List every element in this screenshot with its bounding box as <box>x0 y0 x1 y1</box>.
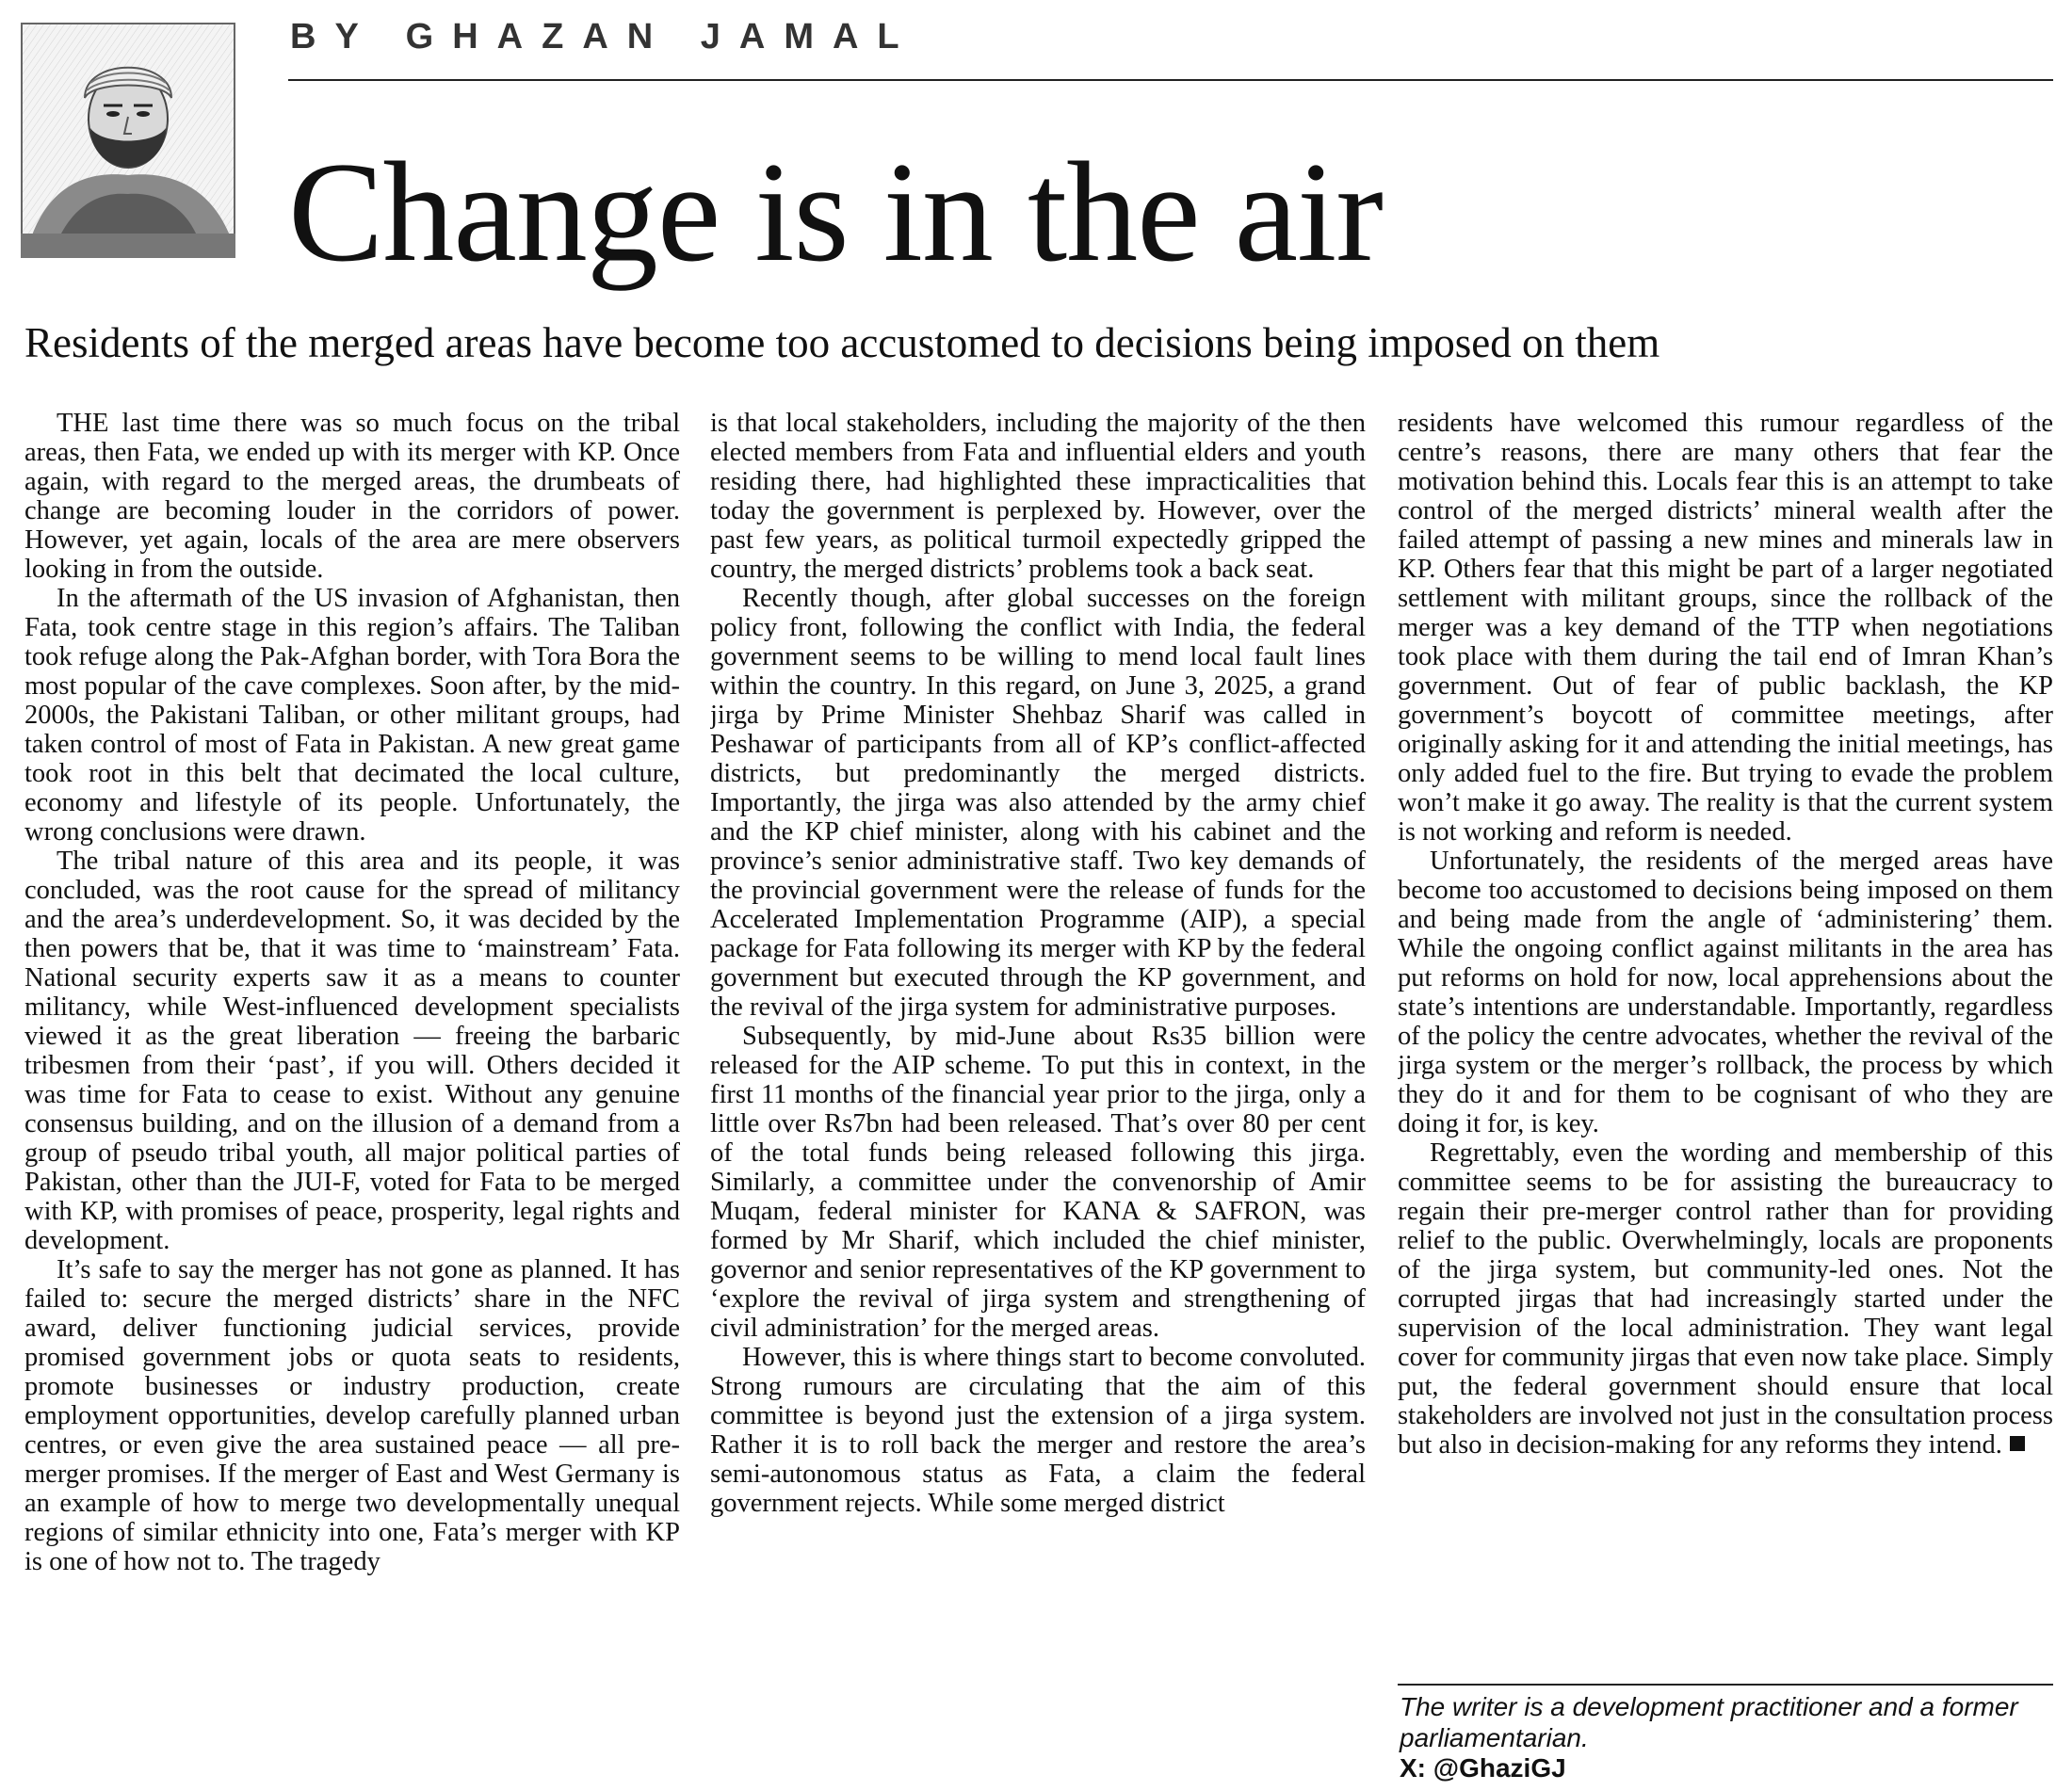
paragraph: Recently though, after global successes on the foreign policy front, following the conflict with India, the federal government seems to be willing to mend local fault lines within the country. In this regard, on June 3, 2025, a grand jirga by Prime Minister Shehbaz Sharif was called in Peshawar of participants from all of KP’s conflict-affected districts, but predominantly the merged districts. Importantly, the jirga was also attended by the army chief and the KP chief minister, along with his cabinet and the province’s senior administrative staff. Two key demands of the provincial government were the release of funds for the Accelerated Implementation Programme (AIP), a special package for Fata following its merger with KP by the federal government but executed through the KP government, and the revival of the jirga system for administrative purposes. <box>710 584 1366 1022</box>
paragraph: However, this is where things start to become convoluted. Strong rumours are circulating that the aim of this committee is beyond just the extension of a jirga system. Rather it is to roll back the merger and restore the area’s semi-autonomous status as Fata, a claim the federal government rejects. While some merged district <box>710 1343 1366 1518</box>
author-portrait-sketch <box>23 24 234 235</box>
paragraph: In the aftermath of the US invasion of Afghanistan, then Fata, took centre stage in this region’s affairs. The Taliban took refuge along the Pak-Afghan border, with Tora Bora the most popular of the cave complexes. Soon after, by the mid-2000s, the Pakistani Taliban, or other militant groups, had taken control of most of Fata in Pakistan. A new great game took root in this belt that decimated the local culture, economy and lifestyle of its people. Unfortunately, the wrong conclusions were drawn. <box>24 584 680 847</box>
paragraph: THE last time there was so much focus on the tribal areas, then Fata, we ended up with its merger with KP. Once again, with regard to the merged areas, the drumbeats of change are becoming louder in the corridors of power. However, yet again, locals of the area are mere observers looking in from the outside. <box>24 409 680 584</box>
paragraph <box>1398 1138 2053 1460</box>
paragraph-text: Regrettably, even the wording and membership of this committee seems to be for assisting the bureaucracy to regain their pre-merger control rather than for providing relief to the public. Overwhelmingly, locals are proponents of the jirga system, but community-led ones. Not the corrupted jirgas that had increasingly started under the supervision of the local administration. They want legal cover for community jirgas that even now take place. Simply put, the federal government should ensure that local stakeholders are involved not just in the consultation process but also in decision-making for any reforms they intend. <box>1398 1138 2053 1460</box>
deck-subheadline: Residents of the merged areas have become too accustomed to decisions being imposed on them <box>24 319 1660 366</box>
paragraph: residents have welcomed this rumour regardless of the centre’s reasons, there are many others that fear the motivation behind this. Locals fear this is an attempt to take control of the merged districts’ mineral wealth after the failed attempt of passing a new mines and minerals law in KP. Others fear that this might be part of a larger negotiated settlement with militant groups, since the rollback of the merger was a key demand of the TTP when negotiations took place with them during the tail end of Imran Khan’s government. Out of fear of public backlash, the KP government’s boycott of committee meetings, after originally asking for it and attending the initial meetings, has only added fuel to the fire. But trying to evade the problem won’t make it go away. The reality is that the current system is not working and reform is needed. <box>1398 409 2053 847</box>
byline: BY GHAZAN JAMAL <box>290 17 918 56</box>
author-footnote: The writer is a development practitioner and a former parliamentarian. <box>1400 1692 2018 1752</box>
portrait-caption-bar <box>21 234 235 258</box>
headline: Change is in the air <box>288 133 1383 291</box>
paragraph: Subsequently, by mid-June about Rs35 billion were released for the AIP scheme. To put this in context, in the first 11 months of the financial year prior to the jirga, only a little over Rs7bn had been released. That’s over 80 per cent of the total funds being released following this jirga. Similarly, a committee under the convenorship of Amir Muqam, federal minister for KANA & SAFRON, was formed by Mr Sharif, which included the chief minister, governor and senior representatives of the KP government to ‘explore the revival of jirga system and strengthening of civil administration’ for the merged areas. <box>710 1022 1366 1343</box>
end-mark-icon <box>2010 1436 2025 1451</box>
article-column-3 <box>1398 409 2053 1676</box>
paragraph: The tribal nature of this area and its people, it was concluded, was the root cause for the spread of militancy and the area’s underdevelopment. So, it was decided by the then powers that be, that it was time to ‘mainstream’ Fata. National security experts saw it as a means to counter militancy, while West-influenced development specialists viewed it as the great liberation — freeing the barbaric tribesmen from their ‘past’, if you will. Others decided it was time for Fata to cease to exist. Without any genuine consensus building, and on the illusion of a demand from a group of pseudo tribal youth, all major political parties of Pakistan, other than the JUI-F, voted for Fata to be merged with KP, with promises of peace, prosperity, legal rights and development. <box>24 847 680 1255</box>
paragraph: It’s safe to say the merger has not gone as planned. It has failed to: secure the merged districts’ share in the NFC award, deliver functioning judicial services, provide promised government jobs or quota seats to residents, promote businesses or industry production, create employment opportunities, develop carefully planned urban centres, or even give the area sustained peace — all pre-merger promises. If the merger of East and West Germany is an example of how to merge two developmentally unequal regions of similar ethnicity into one, Fata’s merger with KP is one of how not to. The tragedy <box>24 1255 680 1576</box>
author-portrait <box>21 23 235 256</box>
paragraph: is that local stakeholders, including the majority of the then elected members from Fata and influential elders and youth residing there, had highlighted these impracticalities that today the government is perplexed by. However, over the past few years, as political turmoil expectedly gripped the country, the merged districts’ problems took a back seat. <box>710 409 1366 584</box>
social-handle: X: @GhaziGJ <box>1400 1753 1566 1783</box>
header-rule <box>288 79 2053 81</box>
article-column-2 <box>710 409 1366 1789</box>
article-column-1 <box>24 409 680 1789</box>
footnote-rule <box>1398 1684 2053 1686</box>
paragraph: Unfortunately, the residents of the merged areas have become too accustomed to decisions being imposed on them and being made from the angle of ‘administering’ them. While the ongoing conflict against militants in the area has put reforms on hold for now, local apprehensions about the state’s intentions are understandable. Importantly, regardless of the policy the centre advocates, whether the revival of the jirga system or the merger’s rollback, the process by which they do it and for them to be cognisant of who they are doing it for, is key. <box>1398 847 2053 1138</box>
